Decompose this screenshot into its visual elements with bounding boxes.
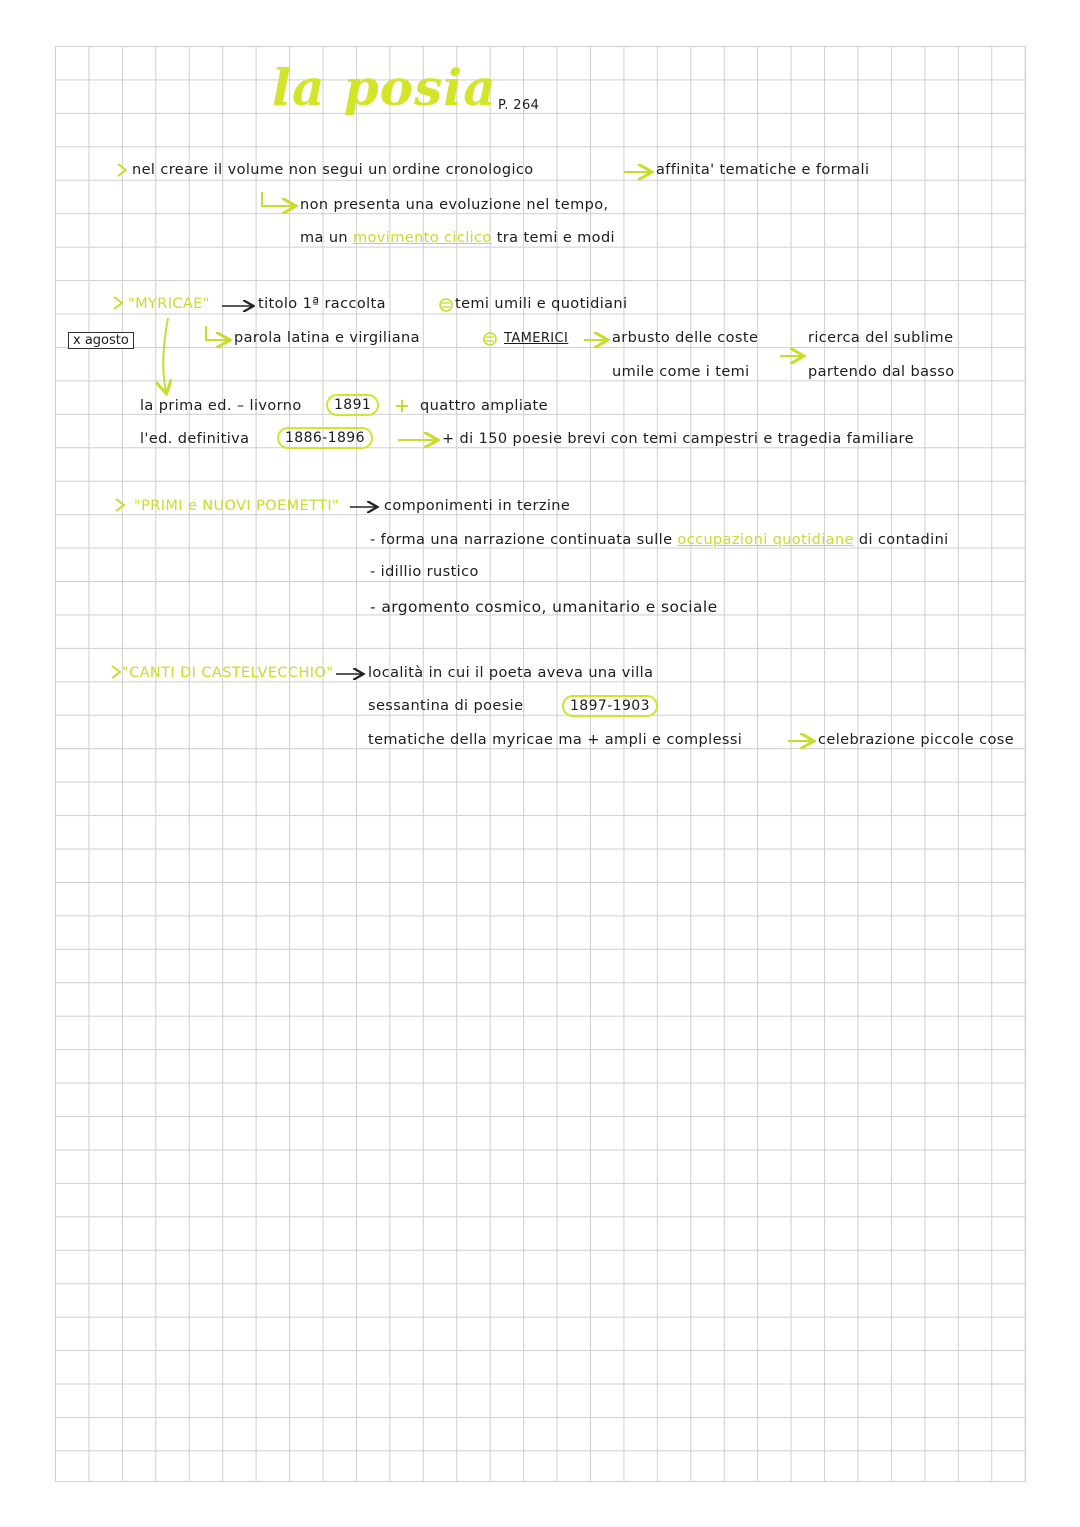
myricae-label: "MYRICAE" xyxy=(128,296,210,312)
myricae-first-edition: la prima ed. – livorno xyxy=(140,398,302,414)
myricae-sublime-2: partendo dal basso xyxy=(808,364,955,380)
canti-count: sessantina di poesie xyxy=(368,698,524,714)
myricae-first-year: 1891 xyxy=(326,394,379,416)
intro-line-3 xyxy=(300,230,615,246)
poemetti-desc: componimenti in terzine xyxy=(384,498,571,514)
myricae-sublime: ricerca del sublime xyxy=(808,330,954,346)
myricae-title-text: titolo 1ª raccolta xyxy=(258,296,386,312)
poemetti-item-1 xyxy=(370,532,949,548)
myricae-first-extra: quattro ampliate xyxy=(420,398,548,414)
intro-line-1-result: affinita' tematiche e formali xyxy=(656,162,870,178)
myricae-definitive-result: + di 150 poesie brevi con temi campestri e tragedia familiare xyxy=(442,431,914,447)
myricae-definitive-edition: l'ed. definitiva xyxy=(140,431,250,447)
page-reference: P. 264 xyxy=(498,98,540,113)
canti-years: 1897-1903 xyxy=(562,695,658,717)
myricae-word-result: TAMERICI xyxy=(504,331,569,346)
myricae-shrub: arbusto delle coste xyxy=(612,330,759,346)
intro-line-2: non presenta una evoluzione nel tempo, xyxy=(300,197,609,213)
myricae-title-result: temi umili e quotidiani xyxy=(455,296,628,312)
intro-highlight: movimento ciclico xyxy=(353,230,492,246)
side-note-box: x agosto xyxy=(68,332,134,349)
poemetti-item-1-pre: - forma una narrazione continuata sulle xyxy=(370,532,673,548)
page-title: la posia xyxy=(272,58,497,117)
canti-label: "CANTI DI CASTELVECCHIO" xyxy=(122,665,334,681)
intro-line-3-pre: ma un xyxy=(300,230,348,246)
poemetti-item-1-post: di contadini xyxy=(858,532,949,548)
poemetti-item-2: - idillio rustico xyxy=(370,564,479,580)
canti-themes-result: celebrazione piccole cose xyxy=(818,732,1015,748)
intro-line-1: nel creare il volume non segui un ordine cronologico xyxy=(132,162,534,178)
canti-themes: tematiche della myricae ma + ampli e complessi xyxy=(368,732,743,748)
intro-line-3-post: tra temi e modi xyxy=(496,230,615,246)
myricae-shrub-2: umile come i temi xyxy=(612,364,750,380)
poemetti-highlight: occupazioni quotidiane xyxy=(677,532,854,548)
myricae-definitive-years: 1886-1896 xyxy=(277,427,373,449)
grid-paper xyxy=(55,46,1026,1482)
canti-desc: località in cui il poeta aveva una villa xyxy=(368,665,654,681)
poemetti-item-3: - argomento cosmico, umanitario e sociale xyxy=(370,598,718,616)
poemetti-label: "PRIMI e NUOVI POEMETTI" xyxy=(134,498,340,514)
myricae-word-text: parola latina e virgiliana xyxy=(234,330,420,346)
